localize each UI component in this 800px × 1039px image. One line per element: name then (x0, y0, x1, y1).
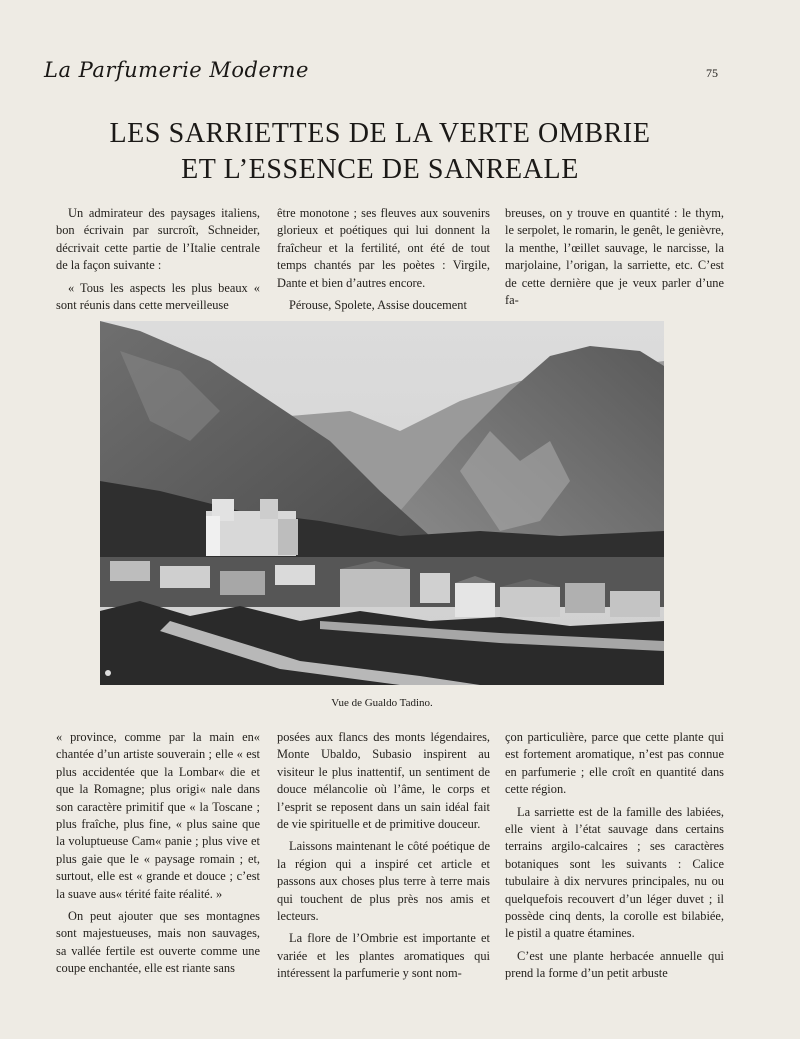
title-line-1: LES SARRIETTES DE LA VERTE OMBRIE (109, 118, 651, 149)
paragraph: posées aux flancs des monts légendaires, Monte Ubaldo, Subasio inspirent au visiteur le plus inattentif, un sentiment de douce mélancolie où l’âme, le corps et l’esprit se reposent dans un sain idéal fait de vie spirituelle et de primitive douceur. (277, 730, 490, 832)
paragraph: C’est une plante herbacée annuelle qui prend la forme d’un petit arbuste (505, 948, 724, 981)
column-3-bottom (505, 729, 724, 988)
landscape-illustration (100, 321, 664, 685)
paragraph: breuses, on y trouve en quantité : le thym, le serpolet, le romarin, le genêt, le genièvre, la menthe, l’œillet sauvage, le narcisse, la marjolaine, l’origan, la sarriette, etc. C’est de cette dernière que je veux parler d’une fa- (505, 206, 724, 308)
landscape-photo (100, 321, 664, 685)
paragraph: être monotone ; ses fleuves aux souvenirs glorieux et poétiques qui lui donnent la fraîcheur et la fertilité, ont été de tout temps chantés par les poètes : Virgile, Dante et bien d’autres encore. (277, 206, 490, 290)
column-1-bottom (56, 729, 260, 983)
title-line-2: ET L’ESSENCE DE SANREALE (181, 154, 579, 185)
photo-caption: Vue de Gualdo Tadino. (331, 697, 433, 709)
column-1-top (56, 205, 260, 319)
paragraph: Un admirateur des paysages italiens, bon écrivain par surcroît, Schneider, décrivait cette partie de l’Italie centrale de la façon suivante : (56, 206, 260, 273)
paragraph: Laissons maintenant le côté poétique de la région qui a inspiré cet article et passons aux choses plus terre à terre mais qui touchent de plus près nos amis et lecteurs. (277, 839, 490, 924)
column-2-bottom (277, 729, 490, 988)
column-2-top (277, 205, 490, 319)
paragraph: La flore de l’Ombrie est importante et variée et les plantes aromatiques qui intéressent la parfumerie y sont nom- (277, 931, 490, 981)
article-title (60, 116, 700, 188)
paragraph: « province, comme par la main en« chantée d’un artiste souverain ; elle « est plus accidentée que la Lombar« die et que la Romagne; plus origi« nale dans son caractère primitif que « la Toscane ; plus fraîche, plus fine, « plus saine que la voluptueuse Cam« panie ; plus vive et plus gaie que le « paysage romain ; et, surtout, elle est « grande et douce ; c’est la suave aus« térité faite réalité. » (56, 730, 260, 901)
masthead-logo: La Parfumerie Moderne (44, 58, 309, 82)
paragraph: « Tous les aspects les plus beaux « sont réunis dans cette merveilleuse (56, 280, 260, 313)
paragraph: La sarriette est de la famille des labiées, elle vient à l’état sauvage dans certains terrains argilo-calcaires ; ses caractères botaniques sont les suivants : Calice tubulaire à dix nervures principales, nu ou quelquefois recouvert d’un léger duvet ; il possède cinq dents, la corolle est bilabiée, le pistil a quatre étamines. (505, 804, 724, 941)
column-3-top (505, 205, 724, 314)
page-number: 75 (706, 66, 718, 80)
paragraph: çon particulière, parce que cette plante qui est fortement aromatique, n’est pas connue en parfumerie ; elle croît en quantité dans cette région. (505, 730, 724, 797)
paragraph: Pérouse, Spolete, Assise doucement (289, 298, 467, 313)
paragraph: On peut ajouter que ses montagnes sont majestueuses, mais non sauvages, sa vallée fertile est ouverte comme une coupe enchantée, elle est riante sans (56, 909, 260, 976)
